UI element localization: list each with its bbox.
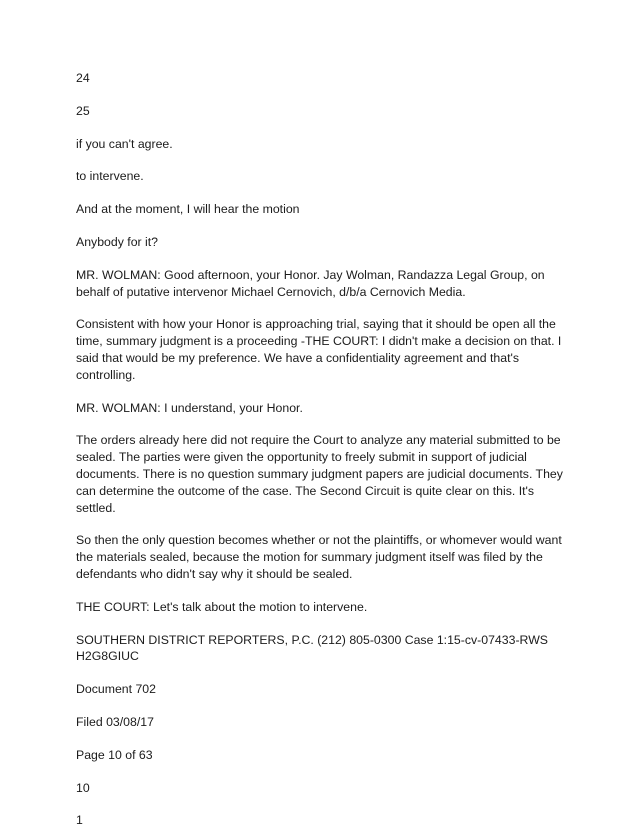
transcript-paragraph: Consistent with how your Honor is approaching trial, saying that it should be open all the time, summary judgment is a proceeding -THE COURT: I didn't make a decision on that. I said that would be my preference. We have a confidentiality agreement and that's controlling. xyxy=(76,317,562,382)
transcript-paragraph: Anybody for it? xyxy=(76,234,159,249)
transcript-paragraph: MR. WOLMAN: I understand, your Honor. xyxy=(76,400,303,415)
line-number-1: 1 xyxy=(76,813,83,828)
transcript-paragraph: So then the only question becomes whether or not the plaintiffs, or whomever would want the materials sealed, because the motion for summary judgment itself was filed by the defendants who didn't say why it should be sealed. xyxy=(76,533,562,581)
line-number-25: 25 xyxy=(76,103,90,118)
transcript-paragraph: MR. WOLMAN: Good afternoon, your Honor. Jay Wolman, Randazza Legal Group, on behalf of putative intervenor Michael Cernovich, d/b/a Cernovich Media. xyxy=(76,267,545,299)
reporter-footer: SOUTHERN DISTRICT REPORTERS, P.C. (212) 805-0300 Case 1:15-cv-07433-RWS H2G8GIUC xyxy=(76,632,549,664)
transcript-fragment: if you can't agree. xyxy=(76,136,173,151)
filed-date: Filed 03/08/17 xyxy=(76,714,154,729)
transcript-paragraph: THE COURT: Let's talk about the motion to intervene. xyxy=(76,599,368,614)
line-number-24: 24 xyxy=(76,71,90,85)
page-count: Page 10 of 63 xyxy=(76,747,153,762)
document-number: Document 702 xyxy=(76,682,156,697)
page-number: 10 xyxy=(76,780,90,795)
transcript-fragment: to intervene. xyxy=(76,169,144,184)
transcript-paragraph: The orders already here did not require the Court to analyze any material submitted to be sealed. The parties were given the opportunity to freely submit in support of judicial documents. There is no question summary judgment papers are judicial documents. They can determine the outcome of the case. The Second Circuit is quite clear on this. It's settled. xyxy=(76,433,563,515)
transcript-paragraph: And at the moment, I will hear the motion xyxy=(76,202,300,217)
